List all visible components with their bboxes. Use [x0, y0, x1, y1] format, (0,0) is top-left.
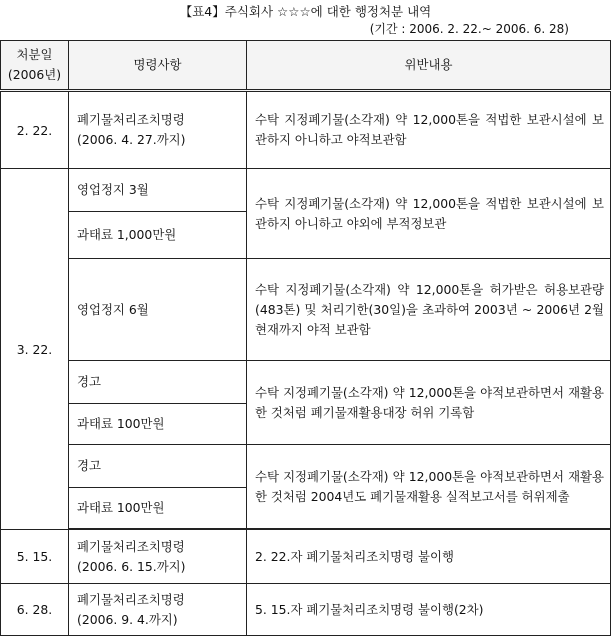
order-deadline: (2006. 9. 4.까지): [77, 611, 178, 627]
order-line: 폐기물처리조치명령: [77, 112, 185, 127]
header-row: [1, 41, 611, 91]
violation-cell: 2. 22.자 폐기물처리조치명령 불이행: [247, 530, 611, 584]
table-row: [1, 91, 611, 169]
date-cell: 6. 28.: [1, 584, 69, 636]
order-deadline: (2006. 6. 15.까지): [77, 558, 186, 574]
order-cell: 과태료 1,000만원: [69, 212, 247, 259]
table-row: [1, 169, 611, 212]
header-date: [1, 41, 69, 91]
order-line: 폐기물처리조치명령: [77, 591, 185, 607]
order-cell: 과태료 100만원: [69, 404, 247, 445]
disposition-table: [0, 40, 611, 636]
header-date-line1: 처분일: [16, 47, 53, 62]
table-row: [1, 259, 611, 361]
table-caption: 【표4】주식회사 ☆☆☆에 대한 행정처분 내역: [179, 4, 432, 19]
table-row: [1, 361, 611, 404]
table-row: [1, 584, 611, 636]
violation-cell: 수탁 지정폐기물(소각재) 약 12,000톤을 적법한 보관시설에 보관하지 아니하고 야외에 부적정보관: [247, 169, 611, 259]
violation-cell: 수탁 지정폐기물(소각재) 약 12,000톤을 야적보관하면서 재활용한 것처럼 폐기물재활용대장 허위 기록함: [247, 361, 611, 445]
order-cell: [69, 530, 247, 584]
order-cell: 영업정지 6월: [69, 259, 247, 361]
violation-cell: 수탁 지정폐기물(소각재) 약 12,000톤을 적법한 보관시설에 보관하지 아니하고 야적보관함: [247, 91, 611, 169]
date-cell: 5. 15.: [1, 530, 69, 584]
order-deadline: (2006. 4. 27.까지): [77, 132, 186, 147]
header-order: 명령사항: [69, 41, 247, 91]
violation-cell: 수탁 지정폐기물(소각재) 약 12,000톤을 허가받은 허용보관량(483톤) 및 처리기한(30일)을 초과하여 2003년 ~ 2006년 2월 현재까지 야적 보관함: [247, 259, 611, 361]
order-line: 폐기물처리조치명령: [77, 538, 185, 554]
header-date-line2: (2006년): [7, 67, 62, 82]
table-row: [1, 530, 611, 584]
header-violation: 위반내용: [247, 41, 611, 91]
order-cell: 경고: [69, 445, 247, 488]
order-cell: [69, 91, 247, 169]
order-cell: 경고: [69, 361, 247, 404]
violation-cell: 수탁 지정폐기물(소각재) 약 12,000톤을 야적보관하면서 재활용한 것처럼 2004년도 폐기물재활용 실적보고서를 허위제출: [247, 445, 611, 529]
date-cell: 3. 22.: [1, 169, 69, 530]
date-cell: 2. 22.: [1, 91, 69, 169]
period-text: (기간 : 2006. 2. 22.~ 2006. 6. 28): [369, 22, 569, 36]
order-cell: [69, 584, 247, 636]
order-cell: 영업정지 3월: [69, 169, 247, 212]
order-cell: 과태료 100만원: [69, 488, 247, 529]
table-row: [1, 445, 611, 488]
violation-cell: 5. 15.자 폐기물처리조치명령 불이행(2차): [247, 584, 611, 636]
